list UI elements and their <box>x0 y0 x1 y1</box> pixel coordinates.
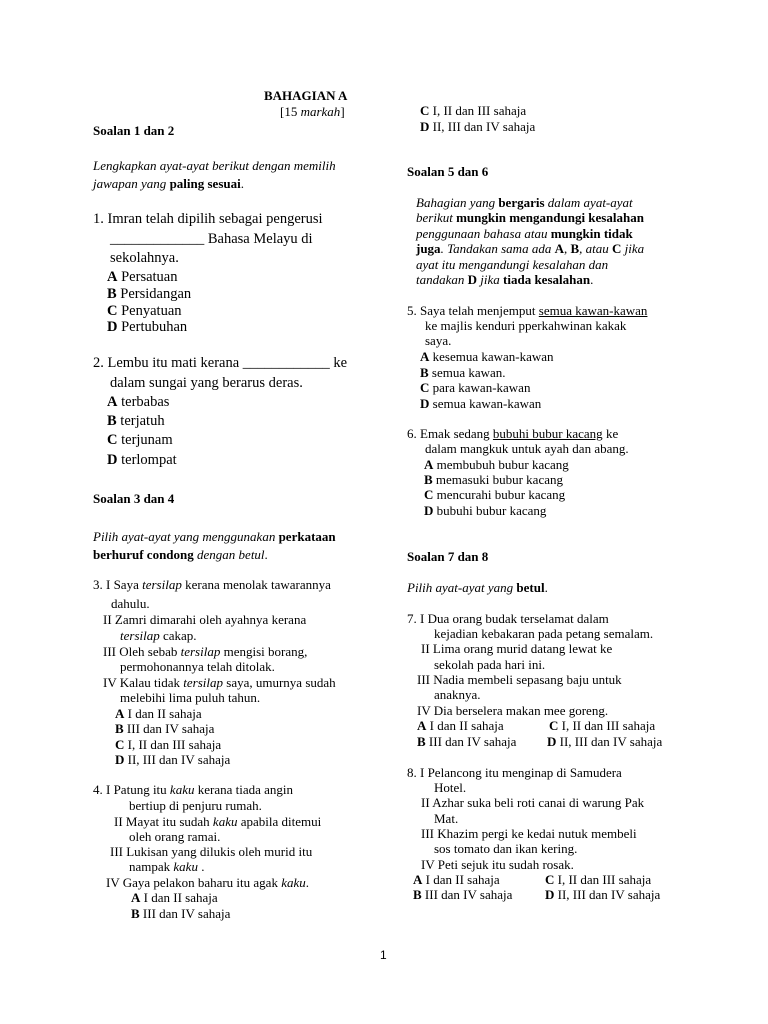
q5-option-c[interactable]: C para kawan-kawan <box>420 380 531 395</box>
q6-option-b[interactable]: B memasuki bubur kacang <box>424 472 563 487</box>
q6-option-d[interactable]: D bubuhi bubur kacang <box>424 503 547 518</box>
q7-statement-i: kejadian kebakaran pada petang semalam. <box>434 626 654 641</box>
q6-option-c[interactable]: C mencurahi bubur kacang <box>424 487 566 502</box>
q4-statement-ii: II Mayat itu sudah kaku apabila ditemui <box>114 814 322 829</box>
q4-statement-iv: IV Gaya pelakon baharu itu agak kaku. <box>106 875 309 890</box>
q3-statement-iv: IV Kalau tidak tersilap saya, umurnya sudah <box>103 675 336 690</box>
q4-option-d[interactable]: D II, III dan IV sahaja <box>420 119 536 134</box>
instruction-line: Pilih ayat-ayat yang betul. <box>407 580 548 595</box>
marks-label: [15 markah] <box>280 104 345 119</box>
question-6-text: 6. Emak sedang bubuhi bubur kacang ke <box>407 426 619 441</box>
q7-statement-i: 7. I Dua orang budak terselamat dalam <box>407 611 609 626</box>
instruction-line: juga. Tandakan sama ada A, B, atau C jika <box>416 241 645 256</box>
question-5-text: 5. Saya telah menjemput semua kawan-kawan <box>407 303 648 318</box>
q2-option-c[interactable]: C terjunam <box>107 432 173 448</box>
question-5-text: saya. <box>425 333 452 348</box>
q7-option-d[interactable]: D II, III dan IV sahaja <box>547 734 663 749</box>
q8-statement-iii: sos tomato dan ikan kering. <box>434 841 578 856</box>
instruction-line: penggunaan bahasa atau mungkin tidak <box>416 226 633 241</box>
q3-statement-i: 3. I Saya tersilap kerana menolak tawarannya <box>93 577 331 592</box>
q8-option-a[interactable]: A I dan II sahaja <box>413 872 500 887</box>
instruction-line: berhuruf condong dengan betul. <box>93 547 268 562</box>
page-number: 1 <box>380 948 387 962</box>
q3-statement-i: dahulu. <box>111 596 150 611</box>
q8-statement-ii: Mat. <box>434 811 459 826</box>
q3-statement-ii: tersilap cakap. <box>120 628 197 643</box>
q4-option-c[interactable]: C I, II dan III sahaja <box>420 103 527 118</box>
q4-option-b[interactable]: B III dan IV sahaja <box>131 906 231 921</box>
q2-option-a[interactable]: A terbabas <box>107 394 170 410</box>
question-1-text: sekolahnya. <box>110 250 179 266</box>
q5-option-b[interactable]: B semua kawan. <box>420 365 506 380</box>
q8-statement-iii: III Khazim pergi ke kedai nutuk membeli <box>421 826 637 841</box>
instruction-line: ayat itu mengandungi kesalahan dan <box>416 257 609 272</box>
heading-soalan-5-6: Soalan 5 dan 6 <box>407 164 489 179</box>
q4-statement-iii: III Lukisan yang dilukis oleh murid itu <box>110 844 313 859</box>
instruction-line: tandakan D jika tiada kesalahan. <box>416 272 594 287</box>
instruction-line: Lengkapkan ayat-ayat berikut dengan memilih <box>93 158 336 173</box>
q7-option-c[interactable]: C I, II dan III sahaja <box>549 718 656 733</box>
q8-option-c[interactable]: C I, II dan III sahaja <box>545 872 652 887</box>
q8-statement-i: Hotel. <box>434 780 467 795</box>
instruction-line: berikut mungkin mengandungi kesalahan <box>416 210 644 225</box>
q3-option-b[interactable]: B III dan IV sahaja <box>115 721 215 736</box>
q4-option-a[interactable]: A I dan II sahaja <box>131 890 218 905</box>
q4-statement-i: 4. I Patung itu kaku kerana tiada angin <box>93 782 294 797</box>
q5-option-d[interactable]: D semua kawan-kawan <box>420 396 542 411</box>
q3-option-a[interactable]: A I dan II sahaja <box>115 706 202 721</box>
q3-statement-ii: II Zamri dimarahi oleh ayahnya kerana <box>103 612 307 627</box>
heading-soalan-3-4: Soalan 3 dan 4 <box>93 491 175 506</box>
q4-statement-iii: nampak kaku . <box>129 859 205 874</box>
q7-option-a[interactable]: A I dan II sahaja <box>417 718 504 733</box>
question-5-text: ke majlis kenduri pperkahwinan kakak <box>425 318 627 333</box>
instruction-line: Bahagian yang bergaris dalam ayat-ayat <box>416 195 633 210</box>
q8-statement-iv: IV Peti sejuk itu sudah rosak. <box>421 857 574 872</box>
q7-statement-iii: anaknya. <box>434 687 481 702</box>
question-1-text: _____________ Bahasa Melayu di <box>110 231 313 247</box>
instruction-line: Pilih ayat-ayat yang menggunakan perkataan <box>93 529 336 544</box>
q7-option-b[interactable]: B III dan IV sahaja <box>417 734 517 749</box>
section-title: BAHAGIAN A <box>264 88 348 103</box>
q1-option-b[interactable]: B Persidangan <box>107 286 192 302</box>
q7-statement-iii: III Nadia membeli sepasang baju untuk <box>417 672 622 687</box>
heading-soalan-1-2: Soalan 1 dan 2 <box>93 123 175 138</box>
q8-option-d[interactable]: D II, III dan IV sahaja <box>545 887 661 902</box>
q2-option-b[interactable]: B terjatuh <box>107 413 165 429</box>
q8-statement-ii: II Azhar suka beli roti canai di warung Pak <box>421 795 645 810</box>
q3-option-d[interactable]: D II, III dan IV sahaja <box>115 752 231 767</box>
question-6-text: dalam mangkuk untuk ayah dan abang. <box>425 441 629 456</box>
q3-statement-iii: permohonannya telah ditolak. <box>120 659 275 674</box>
q8-statement-i: 8. I Pelancong itu menginap di Samudera <box>407 765 622 780</box>
q3-option-c[interactable]: C I, II dan III sahaja <box>115 737 222 752</box>
q5-option-a[interactable]: A kesemua kawan-kawan <box>420 349 554 364</box>
q7-statement-iv: IV Dia berselera makan mee goreng. <box>417 703 609 718</box>
q1-option-c[interactable]: C Penyatuan <box>107 303 182 319</box>
q4-statement-i: bertiup di penjuru rumah. <box>129 798 262 813</box>
question-2-text: dalam sungai yang berarus deras. <box>110 375 303 391</box>
q7-statement-ii: II Lima orang murid datang lewat ke <box>421 641 613 656</box>
q8-option-b[interactable]: B III dan IV sahaja <box>413 887 513 902</box>
q2-option-d[interactable]: D terlompat <box>107 452 177 468</box>
question-2-text: 2. Lembu itu mati kerana ____________ ke <box>93 355 348 371</box>
q1-option-a[interactable]: A Persatuan <box>107 269 178 285</box>
q1-option-d[interactable]: D Pertubuhan <box>107 319 188 335</box>
q3-statement-iv: melebihi lima puluh tahun. <box>120 690 261 705</box>
q4-statement-ii: oleh orang ramai. <box>129 829 221 844</box>
q6-option-a[interactable]: A membubuh bubur kacang <box>424 457 569 472</box>
q7-statement-ii: sekolah pada hari ini. <box>434 657 546 672</box>
question-1-text: 1. Imran telah dipilih sebagai pengerusi <box>93 211 323 227</box>
instruction-line: jawapan yang paling sesuai. <box>93 176 244 191</box>
heading-soalan-7-8: Soalan 7 dan 8 <box>407 549 489 564</box>
q3-statement-iii: III Oleh sebab tersilap mengisi borang, <box>103 644 308 659</box>
